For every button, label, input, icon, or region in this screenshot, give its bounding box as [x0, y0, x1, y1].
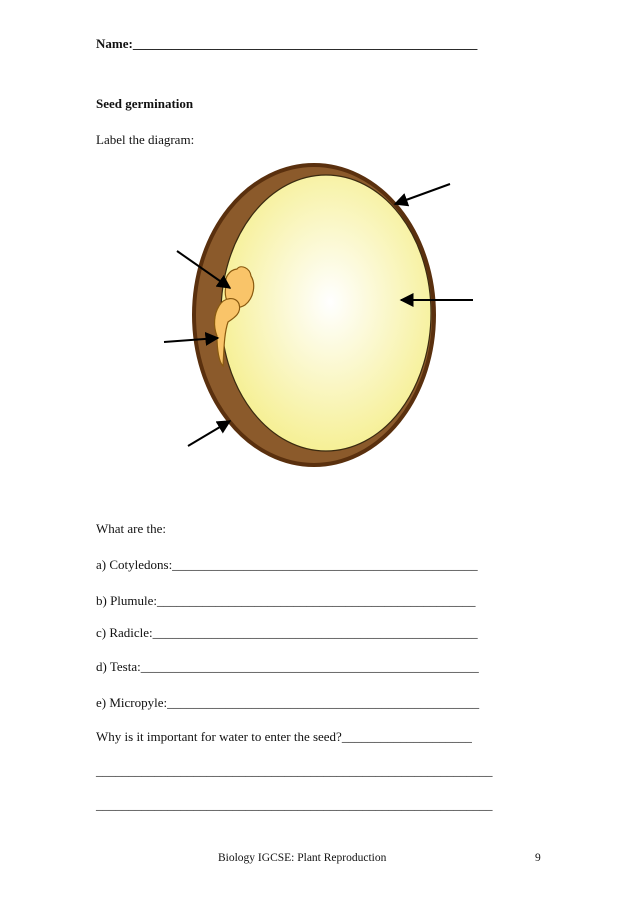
arrow-testa	[395, 184, 450, 204]
name-line: _____________________________________________________	[132, 36, 478, 51]
footer-page-number: 9	[535, 852, 541, 864]
question-radicle: c) Radicle:__________________________________________________	[96, 625, 478, 640]
name-label: Name:	[96, 36, 133, 51]
seed-diagram	[150, 158, 490, 478]
questions-intro: What are the:	[96, 521, 167, 536]
question-cotyledons: a) Cotyledons:_______________________________________________	[96, 557, 478, 572]
question-plumule: b) Plumule:_________________________________________________	[96, 593, 476, 608]
question-micropyle: e) Micropyle:________________________________________________	[96, 695, 480, 710]
page-title: Seed germination	[96, 96, 194, 111]
answer-line-1: _____________________________________________________________	[96, 763, 493, 778]
answer-line-2: _____________________________________________________________	[96, 797, 493, 812]
instruction-text: Label the diagram:	[96, 132, 195, 147]
question-water: Why is it important for water to enter the seed?____________________	[96, 729, 472, 744]
endosperm-shape	[221, 175, 431, 451]
arrow-micropyle	[188, 421, 230, 446]
footer-course: Biology IGCSE: Plant Reproduction	[218, 852, 387, 864]
question-testa: d) Testa:____________________________________________________	[96, 659, 479, 674]
name-field	[96, 36, 477, 52]
